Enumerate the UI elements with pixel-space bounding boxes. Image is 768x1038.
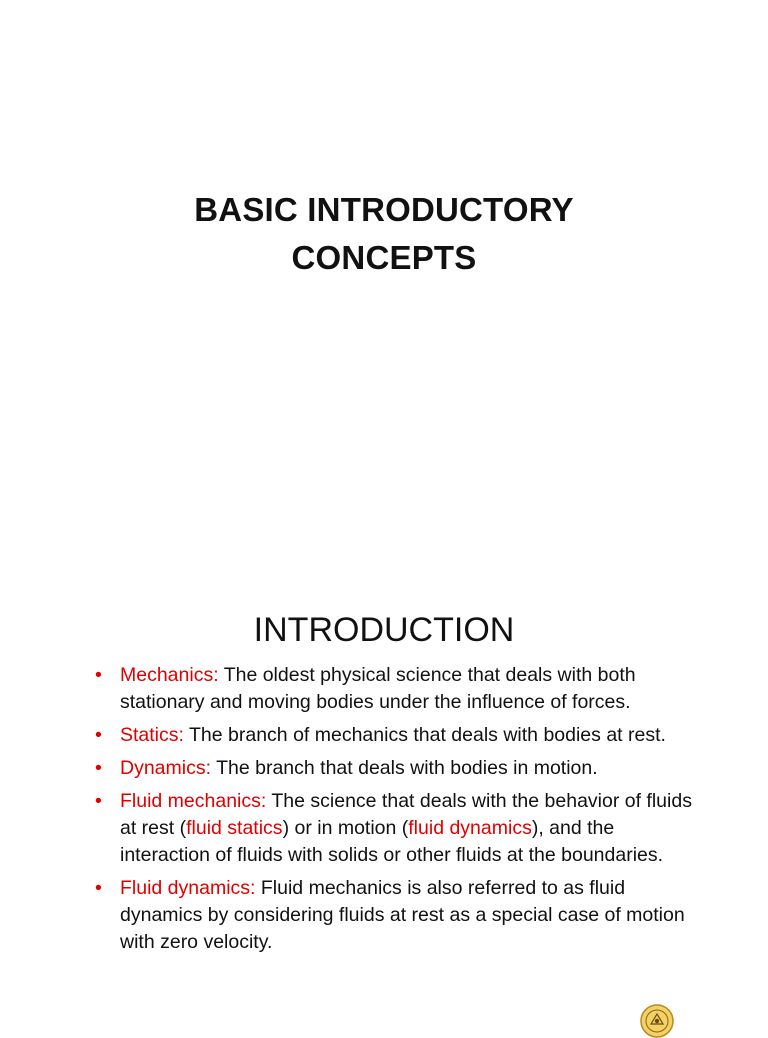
page-title [0, 186, 768, 282]
title-line-1: BASIC INTRODUCTORY [194, 191, 574, 228]
term-mechanics: Mechanics: [120, 664, 219, 686]
bullet-list [92, 662, 692, 962]
term-statics: Statics: [120, 724, 184, 746]
definition-fluid-mechanics-part-c: ), and the interaction of fluids with solids or other fluids at the boundaries. [120, 817, 664, 866]
bullet-dot-icon: • [95, 724, 102, 746]
highlight-fluid-statics: fluid statics [186, 817, 283, 839]
highlight-fluid-dynamics: fluid dynamics [408, 817, 532, 839]
bullet-item-fluid-mechanics [92, 788, 692, 869]
definition-mechanics: The oldest physical science that deals with both stationary and moving bodies under the influence of forces. [120, 664, 636, 713]
definition-fluid-dynamics: Fluid mechanics is also referred to as fluid dynamics by considering fluids at rest as a special case of motion with zero velocity. [120, 877, 685, 953]
bullet-item-mechanics [92, 662, 692, 716]
bullet-dot-icon: • [95, 877, 102, 899]
term-dynamics: Dynamics: [120, 757, 212, 779]
bullet-item-statics [92, 722, 692, 749]
term-fluid-mechanics: Fluid mechanics: [120, 790, 267, 812]
university-seal-icon [640, 1004, 674, 1038]
bullet-dot-icon: • [95, 790, 102, 812]
definition-dynamics: The branch that deals with bodies in motion. [211, 757, 598, 779]
bullet-item-dynamics [92, 755, 692, 782]
slide-introduction [0, 512, 768, 1024]
term-fluid-dynamics: Fluid dynamics: [120, 877, 256, 899]
title-line-2: CONCEPTS [291, 239, 477, 276]
bullet-dot-icon: • [95, 664, 102, 686]
introduction-heading: INTRODUCTION [253, 611, 515, 649]
definition-statics: The branch of mechanics that deals with bodies at rest. [183, 724, 666, 746]
bullet-item-fluid-dynamics [92, 875, 692, 956]
definition-fluid-mechanics-part-b: ) or in motion ( [282, 817, 409, 839]
bullet-dot-icon: • [95, 757, 102, 779]
slide-title [0, 0, 768, 512]
definition-fluid-mechanics-part-a: The science that deals with the behavior of fluids at rest ( [120, 790, 692, 839]
